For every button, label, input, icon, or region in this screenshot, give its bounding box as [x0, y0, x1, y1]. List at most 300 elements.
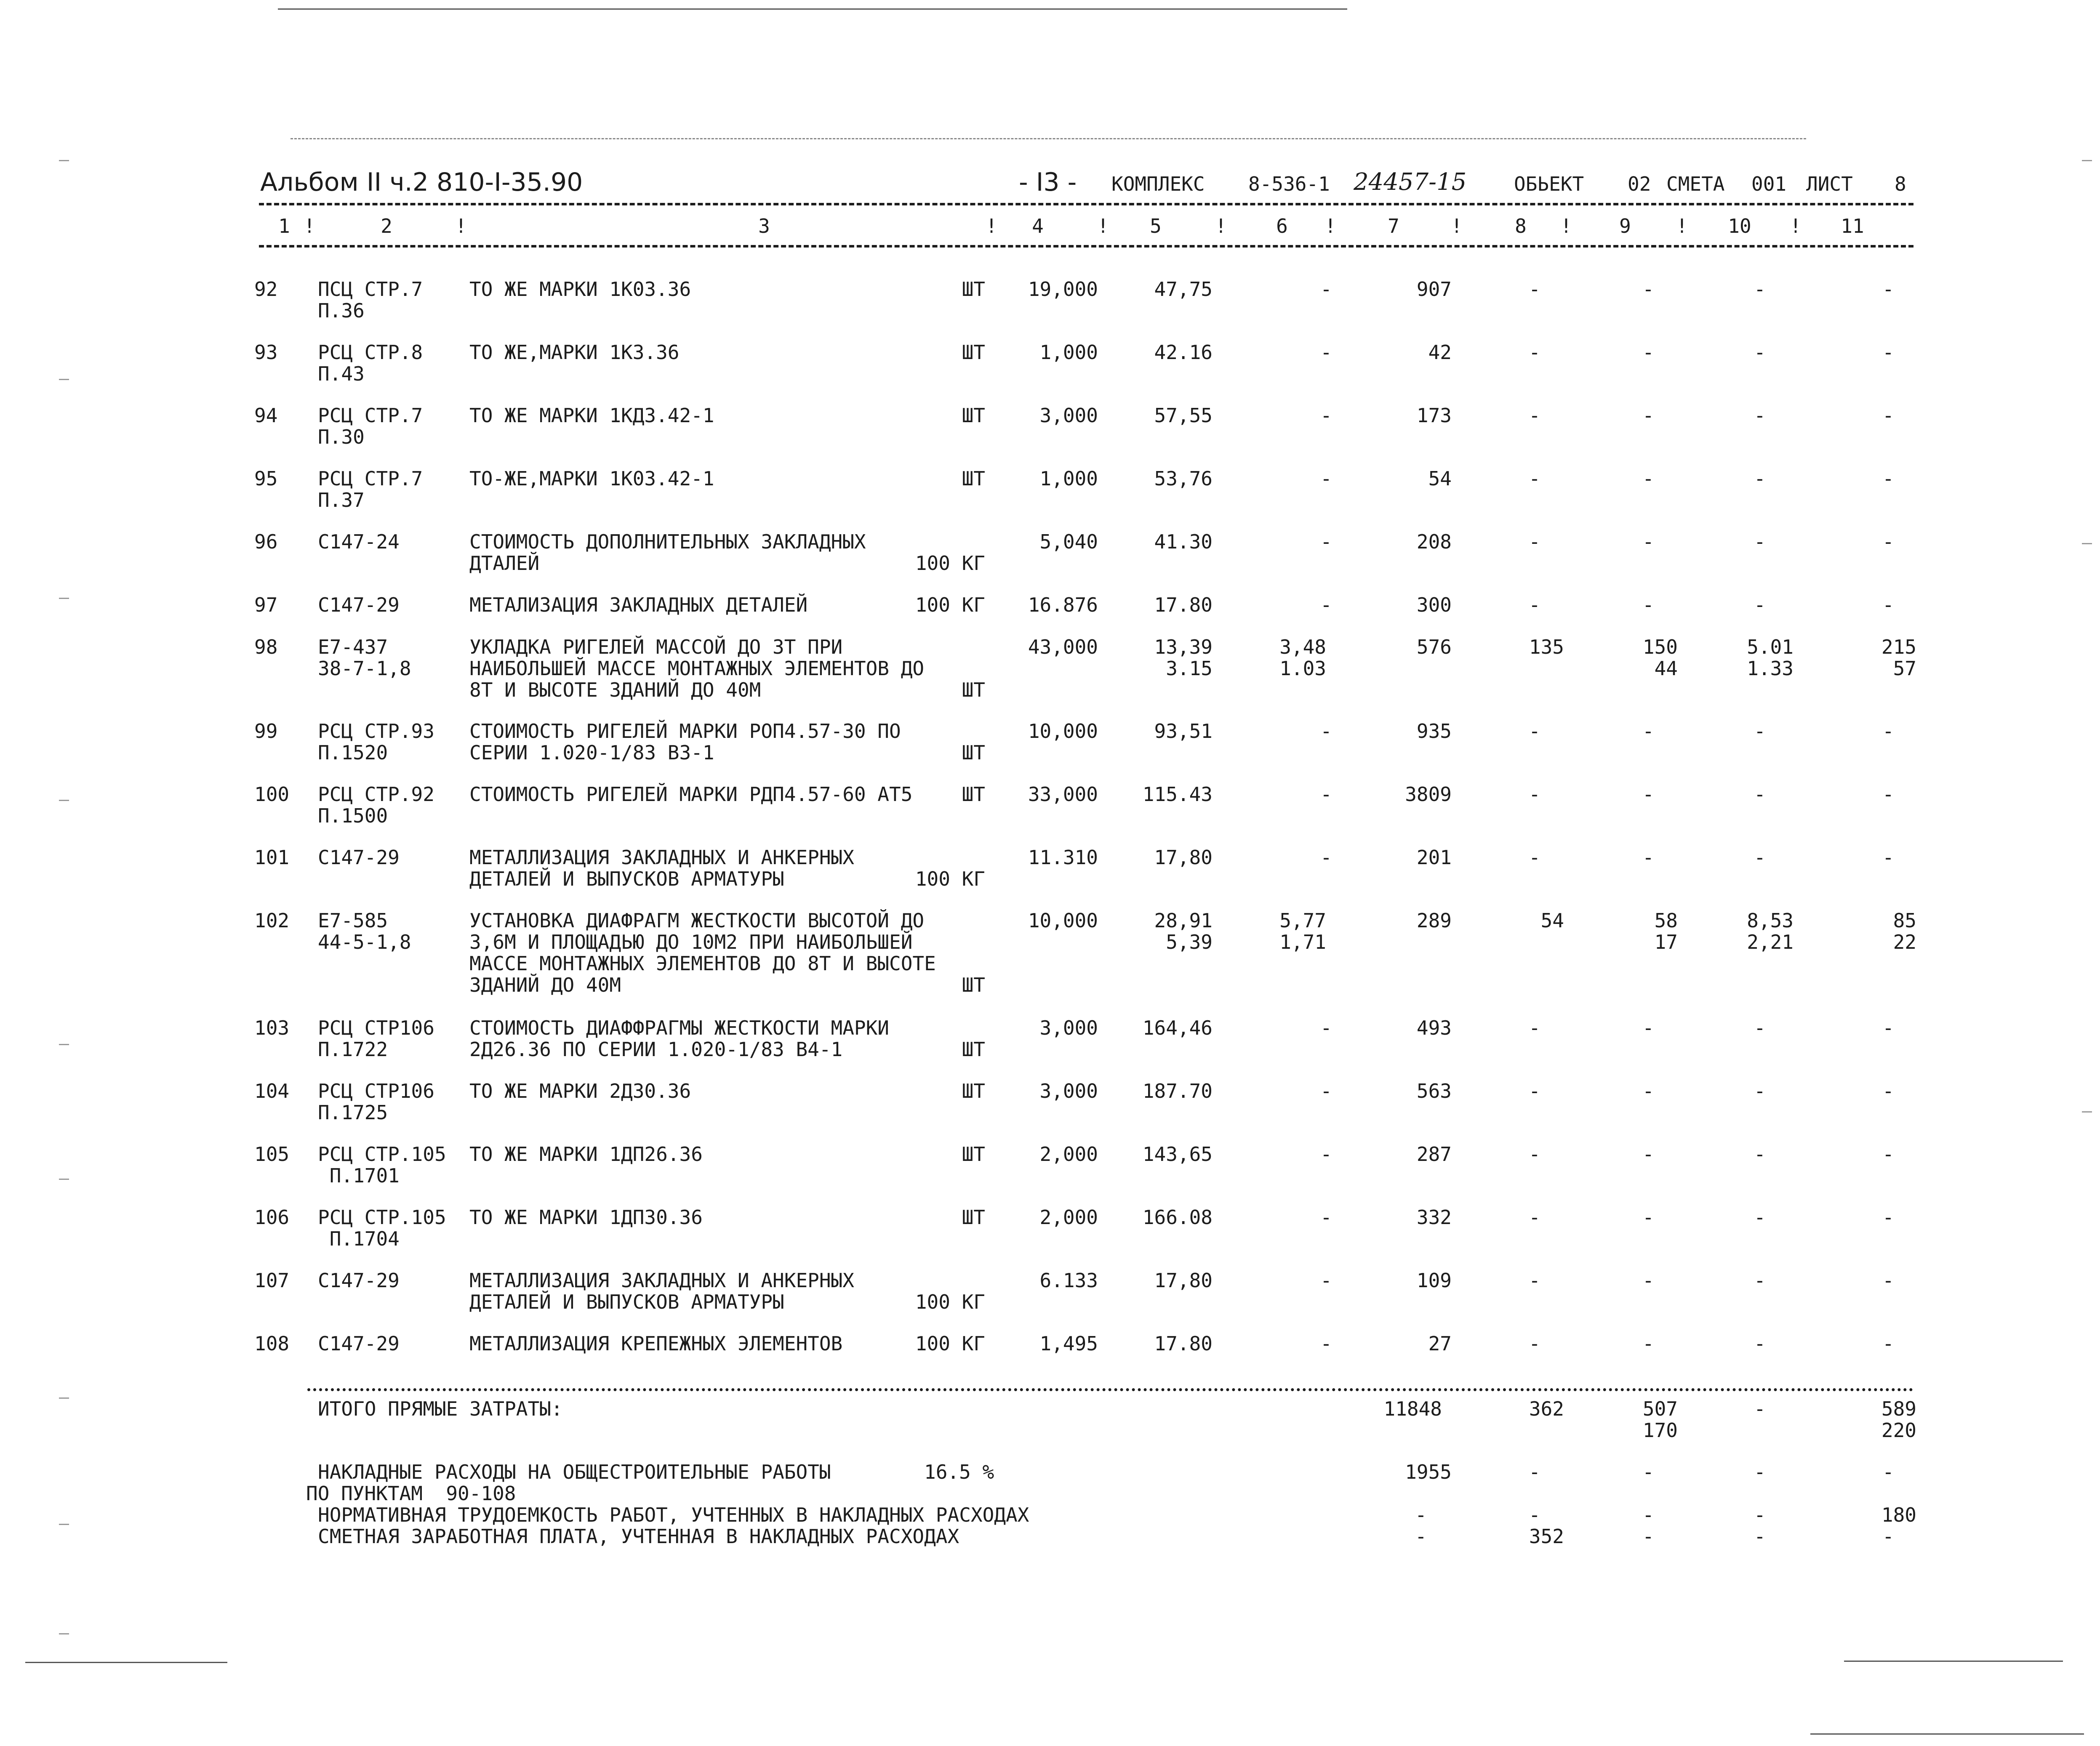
column-6-value: - [1320, 1269, 1332, 1292]
unit-price: 28,91 [1154, 909, 1213, 932]
column-9-value: - [1642, 846, 1654, 869]
column-11-value: - [1882, 1143, 1894, 1166]
column-8-value: - [1529, 720, 1540, 743]
column-6-value: 1,71 [1279, 931, 1326, 953]
column-separator: ! [1560, 215, 1572, 237]
column-10-value: 1.33 [1747, 657, 1794, 680]
column-6-value: 3,48 [1279, 636, 1326, 658]
work-description: СТОИМОСТЬ ДИАФФРАГМЫ ЖЕСТКОСТИ МАРКИ [469, 1017, 889, 1039]
column-8-value: - [1529, 341, 1540, 364]
column-10-value: - [1754, 846, 1766, 869]
unit-price: 57,55 [1154, 404, 1213, 427]
handwritten-number: 24457-15 [1354, 168, 1467, 196]
work-description: ТО ЖЕ МАРКИ 1ДП30.36 [469, 1206, 703, 1229]
column-11-value: - [1882, 720, 1894, 743]
margin-tick [59, 800, 69, 801]
bottom-scan-rule-far-right [1810, 1733, 2084, 1735]
work-description: УКЛАДКА РИГЕЛЕЙ МАССОЙ ДО 3Т ПРИ [469, 636, 843, 658]
work-description: 2Д26.36 ПО СЕРИИ 1.020-1/83 В4-1 [469, 1038, 843, 1061]
quantity: 1,000 [1039, 467, 1098, 490]
total-cost: 576 [1416, 636, 1452, 658]
column-10-value: - [1754, 1017, 1766, 1039]
work-description: СТОИМОСТЬ ДОПОЛНИТЕЛЬНЫХ ЗАКЛАДНЫХ [469, 530, 866, 553]
column-9-value: - [1642, 1017, 1654, 1039]
direct-costs-col8: 362 [1529, 1397, 1564, 1420]
norm-code: П.1701 [318, 1164, 400, 1187]
quantity: 3,000 [1039, 404, 1098, 427]
row-number: 103 [254, 1017, 290, 1039]
column-10-value: 2,21 [1747, 931, 1794, 953]
column-11-value: 85 [1893, 909, 1916, 932]
bottom-scan-rule-right [1844, 1661, 2063, 1662]
column-11-value: - [1882, 1269, 1894, 1292]
work-description: ДЕТАЛЕЙ И ВЫПУСКОВ АРМАТУРЫ [469, 1291, 784, 1313]
row-number: 98 [254, 636, 278, 658]
column-6-value: - [1320, 783, 1332, 806]
column-9-value: 17 [1654, 931, 1678, 953]
work-description: МАССЕ МОНТАЖНЫХ ЭЛЕМЕНТОВ ДО 8Т И ВЫСОТЕ [469, 952, 936, 975]
work-description: ДТАЛЕЙ [469, 552, 540, 575]
total-cost: 208 [1416, 530, 1452, 553]
work-description: ТО ЖЕ,МАРКИ 1К3.36 [469, 341, 680, 364]
norm-code: РСЦ СТР.93 [318, 720, 434, 743]
quantity: 10,000 [1028, 909, 1098, 932]
header-rule-bottom [259, 245, 1913, 248]
direct-costs-col11: 220 [1881, 1419, 1916, 1442]
column-11-value: 215 [1881, 636, 1916, 658]
column-number-6: 6 [1276, 215, 1288, 237]
unit: ШТ [962, 278, 985, 301]
overhead-label: НАКЛАДНЫЕ РАСХОДЫ НА ОБЩЕСТРОИТЕЛЬНЫЕ РАБОТЫ [318, 1461, 831, 1483]
column-8-value: 135 [1529, 636, 1564, 658]
work-description: СТОИМОСТЬ РИГЕЛЕЙ МАРКИ РДП4.57-60 АТ5 [469, 783, 913, 806]
column-9-value: - [1642, 530, 1654, 553]
unit: ШТ [962, 974, 985, 996]
total-cost: 109 [1416, 1269, 1452, 1292]
work-description: ЗДАНИЙ ДО 40М [469, 974, 621, 996]
sheet-number: 8 [1895, 173, 1906, 195]
total-cost: 907 [1416, 278, 1452, 301]
row-number: 100 [254, 783, 290, 806]
column-6-value: - [1320, 720, 1332, 743]
column-10-value: 8,53 [1747, 909, 1794, 932]
column-6-value: - [1320, 341, 1332, 364]
quantity: 2,000 [1039, 1143, 1098, 1166]
work-description: ТО ЖЕ МАРКИ 1КД3.42-1 [469, 404, 714, 427]
quantity: 2,000 [1039, 1206, 1098, 1229]
margin-tick [59, 1179, 69, 1180]
norm-code: С147-29 [318, 1332, 400, 1355]
row-number: 101 [254, 846, 290, 869]
column-9-value: 150 [1642, 636, 1678, 658]
total-cost: 54 [1428, 467, 1452, 490]
labor-col11: 180 [1881, 1504, 1916, 1526]
column-6-value: - [1320, 278, 1332, 301]
margin-tick [59, 598, 69, 599]
column-number-5: 5 [1150, 215, 1162, 237]
norm-code: П.43 [318, 362, 365, 385]
unit: 100 КГ [915, 594, 985, 616]
object-label: ОБЬЕКТ [1514, 173, 1584, 195]
work-description: 3,6М И ПЛОЩАДЬЮ ДО 10М2 ПРИ НАИБОЛЬШЕЙ [469, 931, 913, 953]
norm-code: П.1725 [318, 1101, 388, 1124]
total-cost: 300 [1416, 594, 1452, 616]
total-cost: 935 [1416, 720, 1452, 743]
column-11-value: - [1882, 1017, 1894, 1039]
quantity: 1,000 [1039, 341, 1098, 364]
total-cost: 563 [1416, 1080, 1452, 1102]
unit: 100 КГ [915, 868, 985, 890]
norm-code: РСЦ СТР106 [318, 1017, 434, 1039]
margin-tick [59, 160, 69, 161]
wages-col8: 352 [1529, 1525, 1564, 1548]
column-9-value: - [1642, 594, 1654, 616]
estimate-label: СМЕТА [1666, 173, 1725, 195]
unit-price: 53,76 [1154, 467, 1213, 490]
norm-code: С147-29 [318, 1269, 400, 1292]
margin-tick [59, 1633, 69, 1634]
row-number: 107 [254, 1269, 290, 1292]
direct-costs-label: ИТОГО ПРЯМЫЕ ЗАТРАТЫ: [318, 1397, 563, 1420]
unit: ШТ [962, 1206, 985, 1229]
column-8-value: - [1529, 846, 1540, 869]
overhead-col8: - [1529, 1461, 1540, 1483]
row-number: 95 [254, 467, 278, 490]
column-separator: ! [1790, 215, 1802, 237]
margin-tick [59, 379, 69, 380]
norm-code: 44-5-1,8 [318, 931, 411, 953]
work-description: 8Т И ВЫСОТЕ ЗДАНИЙ ДО 40М [469, 679, 761, 701]
column-11-value: - [1882, 404, 1894, 427]
norm-code: П.1520 [318, 741, 388, 764]
norm-code: РСЦ СТР.7 [318, 404, 423, 427]
column-11-value: 57 [1893, 657, 1916, 680]
column-number-4: 4 [1032, 215, 1044, 237]
unit-price: 187.70 [1142, 1080, 1213, 1102]
total-cost: 3809 [1405, 783, 1452, 806]
unit-price: 115.43 [1142, 783, 1213, 806]
labor-col9: - [1642, 1504, 1654, 1526]
column-number-7: 7 [1388, 215, 1399, 237]
row-number: 104 [254, 1080, 290, 1102]
unit-price: 17,80 [1154, 846, 1213, 869]
margin-tick [2082, 543, 2092, 544]
column-number-1: 1 [278, 215, 290, 237]
unit: ШТ [962, 679, 985, 701]
total-cost: 289 [1416, 909, 1452, 932]
column-8-value: - [1529, 404, 1540, 427]
column-separator: ! [1676, 215, 1688, 237]
column-6-value: - [1320, 1206, 1332, 1229]
total-cost: 287 [1416, 1143, 1452, 1166]
column-6-value: - [1320, 1143, 1332, 1166]
unit-price: 17,80 [1154, 1269, 1213, 1292]
direct-costs-col11: 589 [1881, 1397, 1916, 1420]
unit-price: 41.30 [1154, 530, 1213, 553]
unit-price: 17.80 [1154, 594, 1213, 616]
norm-code: РСЦ СТР.92 [318, 783, 434, 806]
overhead-rate: 16.5 % [924, 1461, 994, 1483]
column-6-value: - [1320, 1332, 1332, 1355]
row-number: 97 [254, 594, 278, 616]
column-6-value: - [1320, 467, 1332, 490]
column-6-value: - [1320, 1080, 1332, 1102]
column-9-value: - [1642, 467, 1654, 490]
labor-col8: - [1529, 1504, 1540, 1526]
total-cost: 27 [1428, 1332, 1452, 1355]
total-cost: 493 [1416, 1017, 1452, 1039]
overhead-col10: - [1754, 1461, 1766, 1483]
margin-tick [59, 1044, 69, 1045]
top-scan-rule [278, 8, 1347, 10]
work-description: МЕТАЛЛИЗАЦИЯ КРЕПЕЖНЫХ ЭЛЕМЕНТОВ [469, 1332, 843, 1355]
unit: ШТ [962, 404, 985, 427]
column-number-2: 2 [381, 215, 392, 237]
column-10-value: 5.01 [1747, 636, 1794, 658]
object-number: 02 [1628, 173, 1651, 195]
upper-scan-rule [290, 138, 1806, 139]
unit-price: 47,75 [1154, 278, 1213, 301]
complex-label: КОМПЛЕКС [1111, 173, 1205, 195]
total-cost: 173 [1416, 404, 1452, 427]
unit-price: 17.80 [1154, 1332, 1213, 1355]
column-10-value: - [1754, 341, 1766, 364]
direct-costs-col9: 507 [1642, 1397, 1678, 1420]
margin-tick [2082, 1111, 2092, 1113]
total-cost: 201 [1416, 846, 1452, 869]
work-description: МЕТАЛЛИЗАЦИЯ ЗАКЛАДНЫХ И АНКЕРНЫХ [469, 1269, 854, 1292]
column-8-value: - [1529, 1206, 1540, 1229]
row-number: 108 [254, 1332, 290, 1355]
unit: ШТ [962, 783, 985, 806]
column-10-value: - [1754, 278, 1766, 301]
column-9-value: - [1642, 278, 1654, 301]
column-11-value: - [1882, 1080, 1894, 1102]
row-number: 96 [254, 530, 278, 553]
row-number: 92 [254, 278, 278, 301]
labor-label: НОРМАТИВНАЯ ТРУДОЕМКОСТЬ РАБОТ, УЧТЕННЫХ В НАКЛАДНЫХ РАСХОДАХ [318, 1504, 1029, 1526]
column-9-value: 44 [1654, 657, 1678, 680]
norm-code: С147-29 [318, 846, 400, 869]
row-number: 106 [254, 1206, 290, 1229]
column-8-value: 54 [1540, 909, 1564, 932]
work-description: СТОИМОСТЬ РИГЕЛЕЙ МАРКИ РОП4.57-30 ПО [469, 720, 901, 743]
work-description: СЕРИИ 1.020-1/83 В3-1 [469, 741, 714, 764]
column-11-value: - [1882, 530, 1894, 553]
column-number-9: 9 [1619, 215, 1631, 237]
overhead-items-label: ПО ПУНКТАМ 90-108 [306, 1482, 516, 1505]
work-description: ТО ЖЕ МАРКИ 1ДП26.36 [469, 1143, 703, 1166]
row-number: 99 [254, 720, 278, 743]
unit-price: 3.15 [1166, 657, 1213, 680]
column-6-value: - [1320, 846, 1332, 869]
quantity: 5,040 [1039, 530, 1098, 553]
column-9-value: - [1642, 720, 1654, 743]
norm-code: П.37 [318, 489, 365, 511]
complex-code: 8-536-1 [1248, 173, 1330, 195]
work-description: ТО ЖЕ МАРКИ 1К03.36 [469, 278, 691, 301]
wages-col7: - [1415, 1525, 1427, 1548]
wages-col9: - [1642, 1525, 1654, 1548]
album-title: Альбом II ч.2 810-I-35.90 [260, 168, 583, 197]
header-rule-top [259, 203, 1913, 205]
norm-code: П.1722 [318, 1038, 388, 1061]
labor-col7: - [1415, 1504, 1427, 1526]
work-description: ТО ЖЕ МАРКИ 2Д30.36 [469, 1080, 691, 1102]
margin-tick [59, 1397, 69, 1399]
column-6-value: - [1320, 404, 1332, 427]
quantity: 10,000 [1028, 720, 1098, 743]
page-marker: - I3 - [1019, 168, 1077, 197]
column-11-value: - [1882, 278, 1894, 301]
quantity: 1,495 [1039, 1332, 1098, 1355]
column-number-11: 11 [1841, 215, 1864, 237]
margin-tick [2082, 160, 2092, 161]
norm-code: С147-24 [318, 530, 400, 553]
row-number: 94 [254, 404, 278, 427]
column-separator: ! [1324, 215, 1336, 237]
column-separator: ! [304, 215, 315, 237]
column-8-value: - [1529, 1080, 1540, 1102]
work-description: УСТАНОВКА ДИАФРАГМ ЖЕСТКОСТИ ВЫСОТОЙ ДО [469, 909, 925, 932]
column-10-value: - [1754, 720, 1766, 743]
wages-col10: - [1754, 1525, 1766, 1548]
column-6-value: - [1320, 594, 1332, 616]
overhead-col9: - [1642, 1461, 1654, 1483]
column-10-value: - [1754, 467, 1766, 490]
direct-costs-col9: 170 [1642, 1419, 1678, 1442]
norm-code: П.1500 [318, 804, 388, 827]
direct-costs-col10: - [1754, 1397, 1766, 1420]
totals-separator [307, 1388, 1913, 1391]
norm-code: РСЦ СТР106 [318, 1080, 434, 1102]
work-description: МЕТАЛЛИЗАЦИЯ ЗАКЛАДНЫХ И АНКЕРНЫХ [469, 846, 854, 869]
column-11-value: - [1882, 846, 1894, 869]
column-separator: ! [455, 215, 467, 237]
column-11-value: 22 [1893, 931, 1916, 953]
norm-code: РСЦ СТР.7 [318, 467, 423, 490]
column-9-value: - [1642, 1080, 1654, 1102]
column-9-value: - [1642, 1269, 1654, 1292]
unit: ШТ [962, 741, 985, 764]
norm-code: РСЦ СТР.105 [318, 1206, 446, 1229]
column-9-value: - [1642, 404, 1654, 427]
column-11-value: - [1882, 594, 1894, 616]
column-8-value: - [1529, 467, 1540, 490]
unit-price: 13,39 [1154, 636, 1213, 658]
column-6-value: 5,77 [1279, 909, 1326, 932]
column-8-value: - [1529, 1017, 1540, 1039]
column-9-value: - [1642, 1332, 1654, 1355]
labor-col10: - [1754, 1504, 1766, 1526]
wages-label: СМЕТНАЯ ЗАРАБОТНАЯ ПЛАТА, УЧТЕННАЯ В НАКЛАДНЫХ РАСХОДАХ [318, 1525, 959, 1548]
unit-price: 166.08 [1142, 1206, 1213, 1229]
overhead-col11: - [1882, 1461, 1894, 1483]
column-8-value: - [1529, 1332, 1540, 1355]
direct-costs-col7: 11848 [1383, 1397, 1442, 1420]
total-cost: 332 [1416, 1206, 1452, 1229]
sheet-label: ЛИСТ [1806, 173, 1853, 195]
column-10-value: - [1754, 404, 1766, 427]
column-8-value: - [1529, 783, 1540, 806]
unit: ШТ [962, 1143, 985, 1166]
column-8-value: - [1529, 1143, 1540, 1166]
unit: 100 КГ [915, 1291, 985, 1313]
column-8-value: - [1529, 278, 1540, 301]
column-10-value: - [1754, 530, 1766, 553]
column-9-value: - [1642, 1143, 1654, 1166]
norm-code: П.1704 [318, 1227, 400, 1250]
unit-price: 42.16 [1154, 341, 1213, 364]
unit: ШТ [962, 1080, 985, 1102]
unit: 100 КГ [915, 552, 985, 575]
column-number-10: 10 [1728, 215, 1751, 237]
column-8-value: - [1529, 1269, 1540, 1292]
quantity: 43,000 [1028, 636, 1098, 658]
column-9-value: - [1642, 783, 1654, 806]
column-10-value: - [1754, 1080, 1766, 1102]
column-separator: ! [986, 215, 997, 237]
quantity: 11.310 [1028, 846, 1098, 869]
row-number: 105 [254, 1143, 290, 1166]
column-6-value: - [1320, 1017, 1332, 1039]
unit-price: 5,39 [1166, 931, 1213, 953]
unit: ШТ [962, 341, 985, 364]
wages-col11: - [1882, 1525, 1894, 1548]
work-description: ДЕТАЛЕЙ И ВЫПУСКОВ АРМАТУРЫ [469, 868, 784, 890]
norm-code: ПСЦ СТР.7 [318, 278, 423, 301]
column-11-value: - [1882, 1206, 1894, 1229]
unit-price: 93,51 [1154, 720, 1213, 743]
norm-code: П.36 [318, 299, 365, 322]
unit-price: 164,46 [1142, 1017, 1213, 1039]
column-8-value: - [1529, 530, 1540, 553]
bottom-scan-rule-left [25, 1662, 227, 1663]
column-10-value: - [1754, 1206, 1766, 1229]
unit-price: 143,65 [1142, 1143, 1213, 1166]
column-9-value: 58 [1654, 909, 1678, 932]
quantity: 6.133 [1039, 1269, 1098, 1292]
column-11-value: - [1882, 467, 1894, 490]
unit: 100 КГ [915, 1332, 985, 1355]
column-6-value: 1.03 [1279, 657, 1326, 680]
column-10-value: - [1754, 594, 1766, 616]
quantity: 16.876 [1028, 594, 1098, 616]
column-separator: ! [1097, 215, 1109, 237]
column-number-3: 3 [758, 215, 770, 237]
quantity: 3,000 [1039, 1017, 1098, 1039]
column-9-value: - [1642, 341, 1654, 364]
column-number-8: 8 [1515, 215, 1527, 237]
column-separator: ! [1215, 215, 1227, 237]
norm-code: С147-29 [318, 594, 400, 616]
work-description: ТО-ЖЕ,МАРКИ 1К03.42-1 [469, 467, 714, 490]
column-8-value: - [1529, 594, 1540, 616]
margin-tick [59, 1524, 69, 1525]
column-11-value: - [1882, 783, 1894, 806]
unit: ШТ [962, 467, 985, 490]
quantity: 33,000 [1028, 783, 1098, 806]
total-cost: 42 [1428, 341, 1452, 364]
overhead-col7: 1955 [1405, 1461, 1452, 1483]
quantity: 3,000 [1039, 1080, 1098, 1102]
column-11-value: - [1882, 341, 1894, 364]
quantity: 19,000 [1028, 278, 1098, 301]
norm-code: РСЦ СТР.105 [318, 1143, 446, 1166]
column-6-value: - [1320, 530, 1332, 553]
column-10-value: - [1754, 783, 1766, 806]
norm-code: Е7-585 [318, 909, 388, 932]
